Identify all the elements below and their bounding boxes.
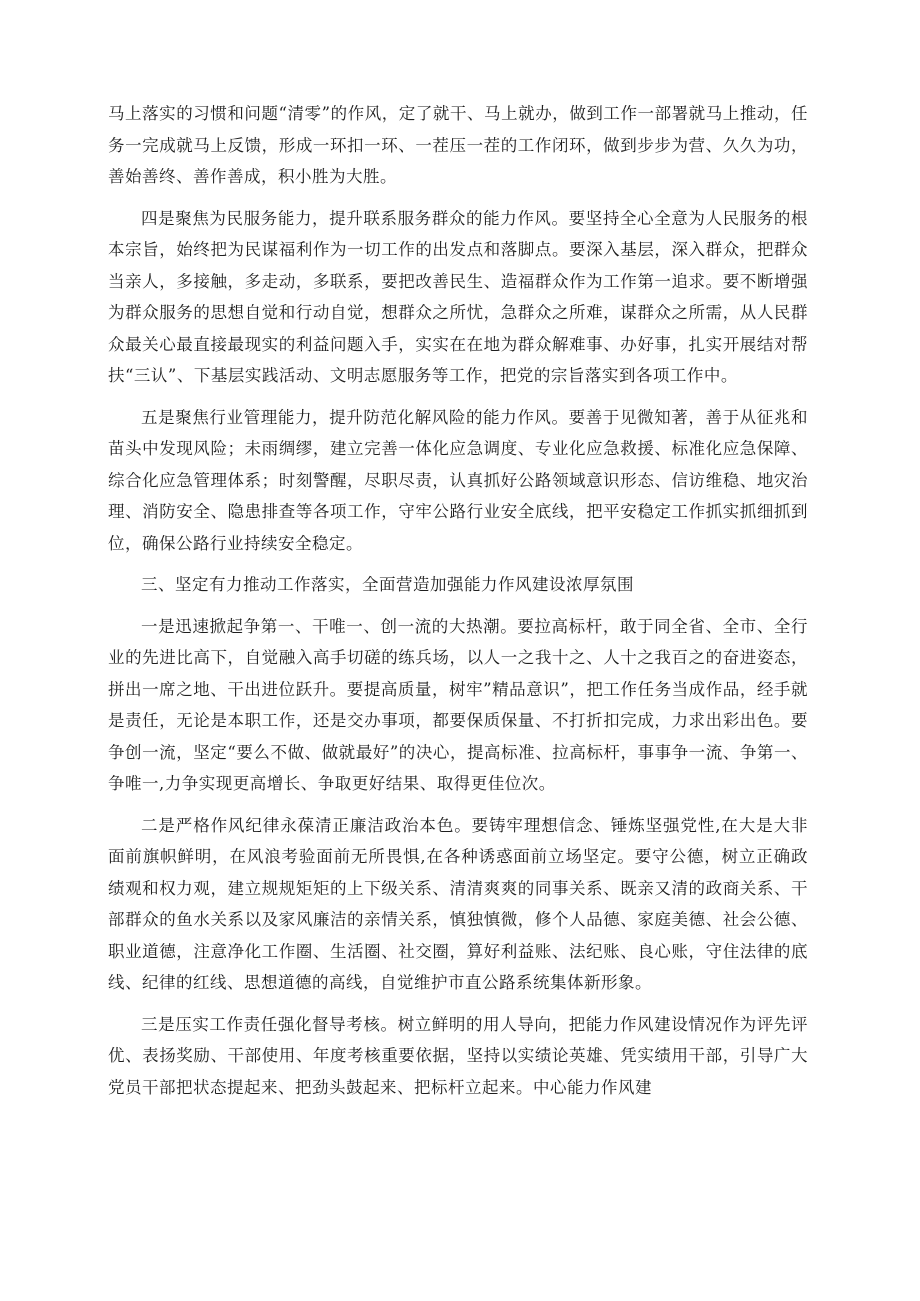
document-body (108, 98, 808, 1113)
section-heading-three: 三、坚定有力推动工作落实，全面营造加强能力作风建设浓厚氛围 (141, 575, 634, 594)
paragraph-continuation: 马上落实的习惯和问题“清零”的作风，定了就干、马上就办，做到工作一部署就马上推动，任务一完成就马上反馈，形成一环扣一环、一茬压一茬的工作闭环，做到步步为营、久久为功，善始善终、善作善成，积小胜为大胜。 (108, 104, 808, 186)
paragraph-point-one: 一是迅速掀起争第一、干唯一、创一流的大热潮。要拉高标杆，敢于同全省、全市、全行业的先进比高下，自觉融入高手切磋的练兵场，以人一之我十之、人十之我百之的奋进姿态，拼出一席之地、干出进位跃升。要提高质量，树牢”精品意识”，把工作任务当成作品，经手就是责任，无论是本职工作，还是交办事项，都要保质保量、不打折扣完成，力求出彩出色。要争创一流，坚定“要么不做、做就最好”的决心，提高标准、拉高标杆，事事争一流、争第一、争唯一,力争实现更高增长、争取更好结果、取得更佳位次。 (108, 616, 808, 793)
paragraph-point-two: 二是严格作风纪律永葆清正廉洁政治本色。要铸牢理想信念、锤炼坚强党性,在大是大非面前旗帜鲜明，在风浪考验面前无所畏惧,在各种诱惑面前立场坚定。要守公德，树立正确政绩观和权力观，建立规规矩矩的上下级关系、清清爽爽的同事关系、既亲又清的政商关系、干部群众的鱼水关系以及家风廉洁的亲情关系，慎独慎微，修个人品德、家庭美德、社会公德、职业道德，注意净化工作圈、生活圈、社交圈，算好利益账、法纪账、良心账，守住法律的底线、纪律的红线、思想道德的高线，自觉维护市直公路系统集体新形象。 (108, 815, 808, 992)
paragraph-point-five: 五是聚焦行业管理能力，提升防范化解风险的能力作风。要善于见微知著，善于从征兆和苗头中发现风险；未雨绸缪，建立完善一体化应急调度、专业化应急救援、标准化应急保障、综合化应急管理体系；时刻警醒，尽职尽责，认真抓好公路领域意识形态、信访维稳、地灾治理、消防安全、隐患排查等各项工作，守牢公路行业安全底线，把平安稳定工作抓实抓细抓到位，确保公路行业持续安全稳定。 (108, 407, 808, 553)
paragraph-point-three: 三是压实工作责任强化督导考核。树立鲜明的用人导向，把能力作风建设情况作为评先评优、表扬奖励、干部使用、年度考核重要依据，坚持以实绩论英雄、凭实绩用干部，引导广大党员干部把状态提起来、把劲头鼓起来、把标杆立起来。中心能力作风建 (108, 1014, 808, 1097)
paragraph-point-four: 四是聚焦为民服务能力，提升联系服务群众的能力作风。要坚持全心全意为人民服务的根本宗旨，始终把为民谋福利作为一切工作的出发点和落脚点。要深入基层，深入群众，把群众当亲人，多接触，多走动，多联系，要把改善民生、造福群众作为工作第一追求。要不断增强为群众服务的思想自觉和行动自觉，想群众之所忧，急群众之所难，谋群众之所需，从人民群众最关心最直接最现实的利益问题入手，实实在在地为群众解难事、办好事，扎实开展结对帮扶“三认”、下基层实践活动、文明志愿服务等工作，把党的宗旨落实到各项工作中。 (108, 208, 808, 385)
